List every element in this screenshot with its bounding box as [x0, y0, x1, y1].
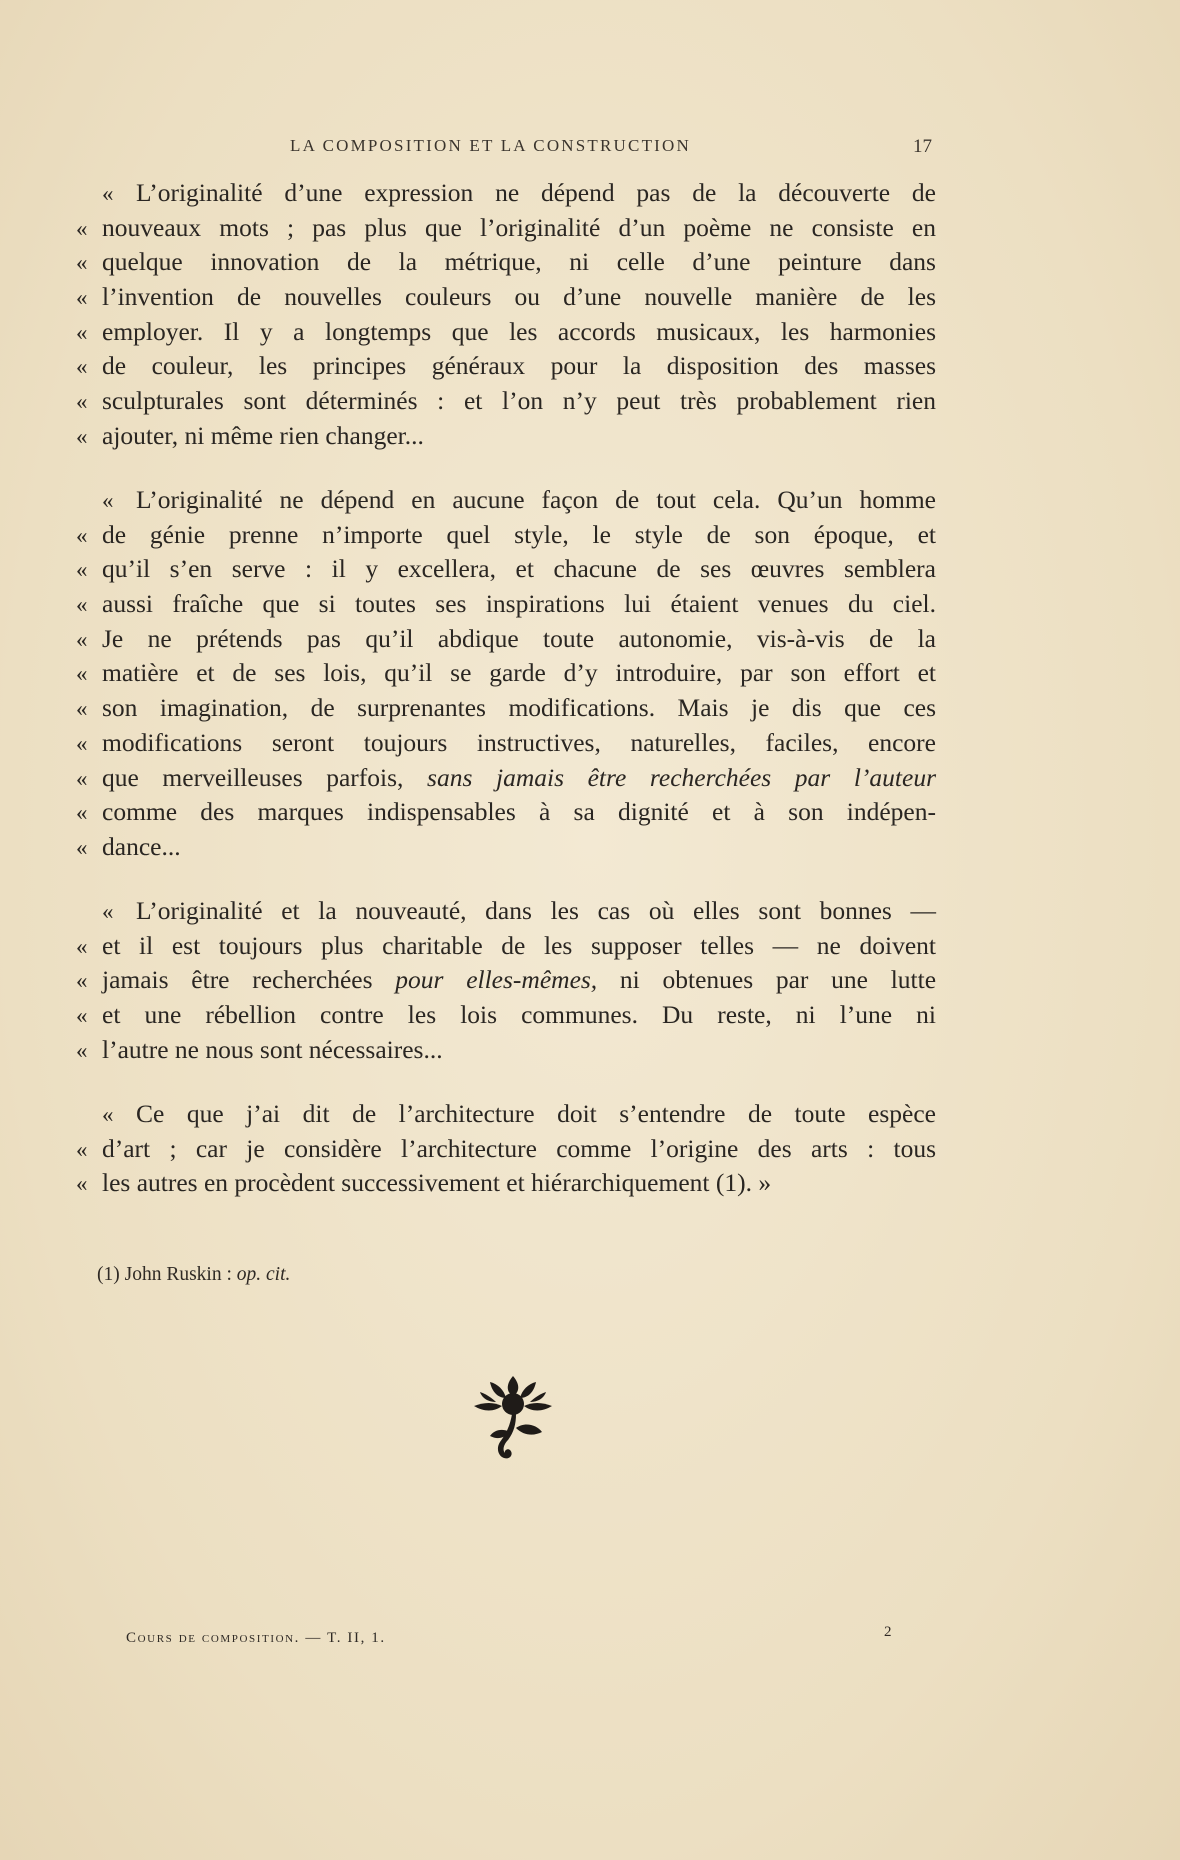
line-text-roman: modifications seront toujours instructives, naturelles, faciles, encore — [102, 727, 936, 757]
footnote-text: (1) John Ruskin : — [97, 1264, 232, 1285]
line-text — [102, 419, 936, 454]
line-text-roman: quelque innovation de la métrique, ni celle d’une peinture dans — [102, 247, 936, 277]
text-line — [76, 929, 936, 964]
quote-mark: « — [102, 488, 114, 513]
text-line — [76, 349, 936, 384]
quote-mark: « — [76, 1136, 88, 1162]
text-line — [76, 830, 936, 865]
line-text — [102, 726, 936, 761]
line-text-roman: comme des marques indispensables à sa dignité et à son indépen- — [102, 797, 936, 827]
line-text — [102, 315, 936, 350]
quote-mark: « — [76, 319, 88, 345]
line-text — [102, 656, 936, 691]
line-text — [136, 894, 936, 929]
text-line — [76, 963, 936, 998]
quote-mark: « — [76, 968, 88, 994]
line-text-roman: Ce que j’ai dit de l’architecture doit s’entendre de toute espèce — [136, 1099, 936, 1128]
quote-mark: « — [76, 834, 88, 860]
line-text — [102, 280, 936, 315]
line-text-roman: ajouter, ni même rien changer... — [102, 420, 424, 450]
running-title: LA COMPOSITION ET LA CONSTRUCTION — [290, 136, 691, 155]
quote-mark: « — [102, 899, 114, 924]
line-text-roman: et une rébellion contre les lois communes. Du reste, ni l’une ni — [102, 1000, 936, 1030]
line-text-italic: sans jamais être recherchées par l’auteur — [427, 762, 936, 792]
footnote-citation: op. cit. — [236, 1264, 291, 1285]
line-text — [102, 761, 936, 796]
line-text-roman: qu’il s’en serve : il y excellera, et chacune de ses œuvres semblera — [102, 554, 936, 584]
quote-mark: « — [76, 423, 88, 449]
line-text-roman: et il est toujours plus charitable de les supposer telles — ne doivent — [102, 930, 936, 960]
line-text-roman: que merveilleuses parfois, — [102, 762, 404, 792]
line-text-roman: dance... — [102, 831, 181, 861]
paragraph — [76, 483, 936, 865]
line-text — [102, 384, 936, 419]
quote-mark: « — [76, 1037, 88, 1063]
text-line — [76, 280, 936, 315]
text-line — [76, 1166, 936, 1201]
line-text — [102, 349, 936, 384]
line-text — [136, 176, 936, 211]
line-text-roman: d’art ; car je considère l’architecture comme l’origine des arts : tous — [102, 1133, 936, 1163]
line-text-roman: matière et de ses lois, qu’il se garde d’y introduire, par son effort et — [102, 658, 936, 688]
line-text-roman: employer. Il y a longtemps que les accords musicaux, les harmonies — [102, 316, 936, 346]
line-text-roman: L’originalité d’une expression ne dépend pas de la découverte de — [136, 178, 936, 207]
line-text-roman: l’invention de nouvelles couleurs ou d’une nouvelle manière de les — [102, 282, 936, 312]
text-line — [76, 761, 936, 796]
quote-mark: « — [76, 592, 88, 618]
quote-mark: « — [76, 765, 88, 791]
text-line — [76, 315, 936, 350]
line-text-roman: Je ne prétends pas qu’il abdique toute autonomie, vis-à-vis de la — [102, 623, 936, 653]
text-line — [76, 587, 936, 622]
line-text — [102, 963, 936, 998]
quote-mark: « — [76, 800, 88, 826]
paragraph — [76, 176, 936, 454]
line-text-roman: aussi fraîche que si toutes ses inspirations lui étaient venues du ciel. — [102, 589, 936, 619]
quote-mark: « — [76, 696, 88, 722]
quote-mark: « — [76, 933, 88, 959]
text-line — [76, 552, 936, 587]
text-line — [76, 656, 936, 691]
footnote — [97, 1264, 290, 1286]
line-text — [136, 1097, 936, 1132]
line-text — [102, 622, 936, 657]
line-text — [102, 929, 936, 964]
text-line — [76, 1097, 936, 1132]
page-number: 17 — [913, 136, 932, 157]
quote-mark: « — [76, 1003, 88, 1029]
quote-mark: « — [76, 354, 88, 380]
text-line — [76, 419, 936, 454]
running-head — [0, 136, 1180, 166]
text-line — [76, 726, 936, 761]
text-line — [76, 211, 936, 246]
quote-mark: « — [102, 181, 114, 206]
text-line — [76, 894, 936, 929]
line-text-roman: son imagination, de surprenantes modifications. Mais je dis que ces — [102, 693, 936, 723]
text-line — [76, 1033, 936, 1068]
floral-ornament-icon — [470, 1370, 556, 1466]
quote-mark: « — [76, 661, 88, 687]
line-text-italic: pour elles-mêmes, — [395, 965, 598, 995]
quote-mark: « — [76, 1171, 88, 1197]
line-text — [102, 691, 936, 726]
quote-mark: « — [76, 389, 88, 415]
line-text-roman-after: ni obtenues par une lutte — [619, 965, 937, 995]
line-text — [102, 245, 936, 280]
line-text-roman: sculpturales sont déterminés : et l’on n’y peut très probablement rien — [102, 386, 936, 416]
quote-mark: « — [76, 285, 88, 311]
text-line — [76, 622, 936, 657]
line-text — [102, 998, 936, 1033]
quote-mark: « — [76, 557, 88, 583]
corner-mark: 2 — [884, 1624, 892, 1640]
line-text — [102, 552, 936, 587]
line-text-roman: L’originalité et la nouveauté, dans les cas où elles sont bonnes — — [136, 896, 936, 925]
text-line — [76, 176, 936, 211]
line-text-roman: nouveaux mots ; pas plus que l’originalité d’un poème ne consiste en — [102, 212, 936, 242]
quote-mark: « — [76, 626, 88, 652]
quote-mark: « — [102, 1102, 114, 1127]
line-text — [102, 211, 936, 246]
text-line — [76, 795, 936, 830]
line-text — [136, 483, 936, 518]
text-line — [76, 483, 936, 518]
line-text-roman: de couleur, les principes généraux pour la disposition des masses — [102, 351, 936, 381]
paragraph — [76, 894, 936, 1067]
line-text — [102, 1132, 936, 1167]
quote-mark: « — [76, 730, 88, 756]
line-text-roman: L’originalité ne dépend en aucune façon de tout cela. Qu’un homme — [136, 485, 936, 514]
line-text-roman: jamais être recherchées — [102, 965, 373, 995]
quote-mark: « — [76, 250, 88, 276]
line-text — [102, 518, 936, 553]
line-text-roman: les autres en procèdent successivement et hiérarchiquement (1). » — [102, 1168, 772, 1198]
text-line — [76, 518, 936, 553]
text-line — [76, 998, 936, 1033]
line-text — [102, 587, 936, 622]
signature: Cours de composition. — T. II, 1. — [126, 1630, 386, 1646]
line-text — [102, 1033, 936, 1068]
quote-mark: « — [76, 215, 88, 241]
line-text-roman: l’autre ne nous sont nécessaires... — [102, 1034, 443, 1064]
line-text — [102, 1166, 936, 1201]
text-line — [76, 384, 936, 419]
paragraph — [76, 1097, 936, 1201]
quote-mark: « — [76, 522, 88, 548]
line-text — [102, 795, 936, 830]
text-line — [76, 245, 936, 280]
line-text — [102, 830, 936, 865]
text-line — [76, 1132, 936, 1167]
text-line — [76, 691, 936, 726]
line-text-roman: de génie prenne n’importe quel style, le style de son époque, et — [102, 519, 936, 549]
